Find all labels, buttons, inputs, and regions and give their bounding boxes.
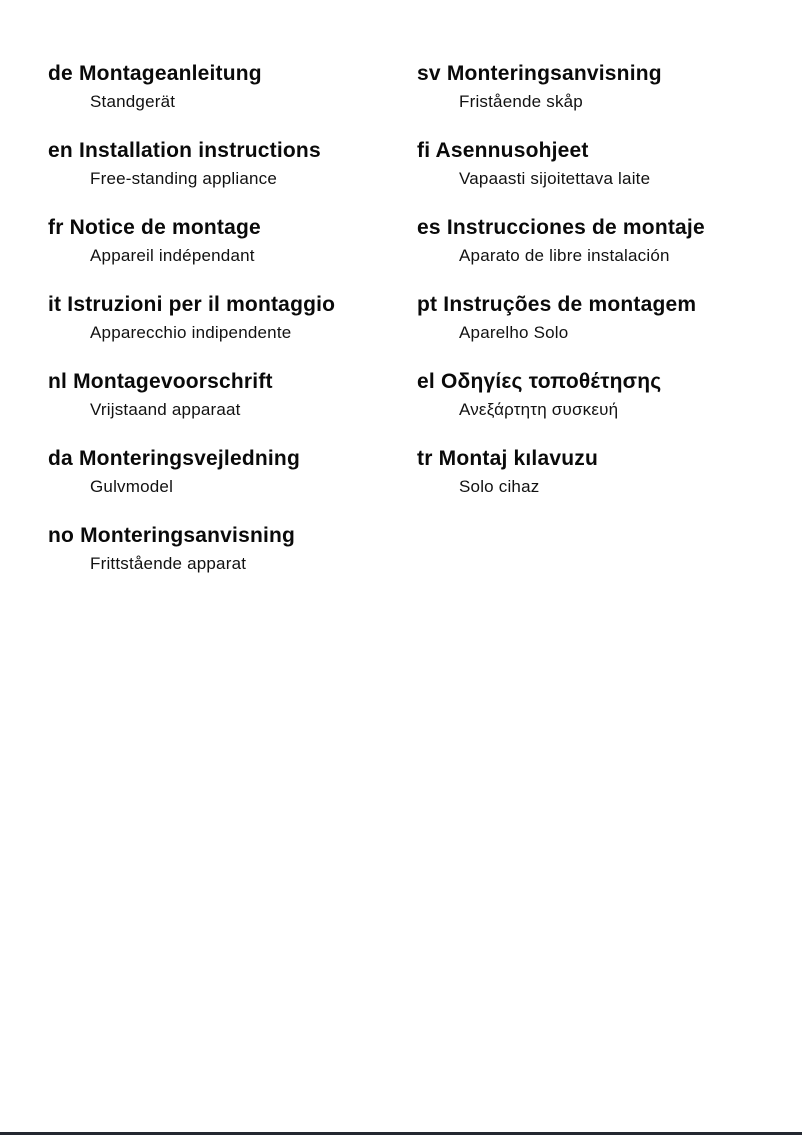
entry-subtitle: Apparecchio indipendente: [90, 323, 292, 342]
entry-heading: [48, 447, 398, 470]
entry-heading: [417, 447, 787, 470]
language-entry-de: [48, 62, 398, 111]
entry-title: Instrucciones de montaje: [446, 216, 705, 239]
entry-subtitle: Solo cihaz: [459, 477, 540, 496]
entry-heading: [48, 370, 398, 393]
entry-subtitle: Aparelho Solo: [459, 323, 569, 342]
language-code: it: [48, 293, 62, 316]
entry-subtitle: Frittstående apparat: [90, 554, 247, 573]
language-code: en: [48, 139, 73, 162]
column-right: [417, 62, 787, 524]
language-entry-el: [417, 370, 787, 419]
entry-subtitle: Standgerät: [90, 92, 176, 111]
entry-title: Monteringsvejledning: [78, 447, 300, 470]
language-entry-es: [417, 216, 787, 265]
entry-title: Montaj kılavuzu: [438, 447, 598, 470]
entry-heading: [417, 62, 787, 85]
entry-title: Installation instructions: [78, 139, 321, 162]
entry-subtitle: Vapaasti sijoitettava laite: [459, 169, 651, 188]
language-code: fi: [417, 139, 431, 162]
bottom-rule: [0, 1132, 802, 1135]
entry-subtitle: Appareil indépendant: [90, 246, 255, 265]
entry-subtitle: Ανεξάρτητη συσκευή: [459, 400, 619, 419]
entry-heading: [48, 216, 398, 239]
language-code: de: [48, 62, 73, 85]
entry-heading: [48, 139, 398, 162]
entry-title: Οδηγίες τοποθέτησης: [440, 370, 662, 393]
entry-subtitle: Aparato de libre instalación: [459, 246, 670, 265]
entry-heading: [417, 139, 787, 162]
language-code: pt: [417, 293, 438, 316]
entry-heading: [48, 524, 398, 547]
entry-title: Monteringsanvisning: [80, 524, 296, 547]
entry-title: Instruções de montagem: [443, 293, 697, 316]
entry-heading: [48, 293, 398, 316]
language-code: tr: [417, 447, 433, 470]
entry-title: Montageanleitung: [78, 62, 262, 85]
entry-subtitle: Gulvmodel: [90, 477, 174, 496]
entry-title: Montagevoorschrift: [73, 370, 273, 393]
entry-heading: [48, 62, 398, 85]
entry-heading: [417, 216, 787, 239]
language-code: el: [417, 370, 435, 393]
entry-title: Asennusohjeet: [435, 139, 589, 162]
language-code: es: [417, 216, 441, 239]
entry-title: Istruzioni per il montaggio: [67, 293, 336, 316]
language-entry-en: [48, 139, 398, 188]
language-code: da: [48, 447, 73, 470]
language-entry-no: [48, 524, 398, 573]
language-entry-nl: [48, 370, 398, 419]
language-code: sv: [417, 62, 441, 85]
language-code: no: [48, 524, 75, 547]
entry-subtitle: Fristående skåp: [459, 92, 583, 111]
language-code: fr: [48, 216, 64, 239]
entry-heading: [417, 293, 787, 316]
entry-title: Monteringsanvisning: [446, 62, 662, 85]
entry-heading: [417, 370, 787, 393]
language-entry-sv: [417, 62, 787, 111]
language-code: nl: [48, 370, 68, 393]
entry-subtitle: Vrijstaand apparaat: [90, 400, 241, 419]
entry-subtitle: Free-standing appliance: [90, 169, 277, 188]
language-entry-da: [48, 447, 398, 496]
column-left: [48, 62, 398, 601]
language-entry-pt: [417, 293, 787, 342]
language-entry-fr: [48, 216, 398, 265]
language-entry-fi: [417, 139, 787, 188]
language-entry-it: [48, 293, 398, 342]
language-entry-tr: [417, 447, 787, 496]
entry-title: Notice de montage: [69, 216, 261, 239]
